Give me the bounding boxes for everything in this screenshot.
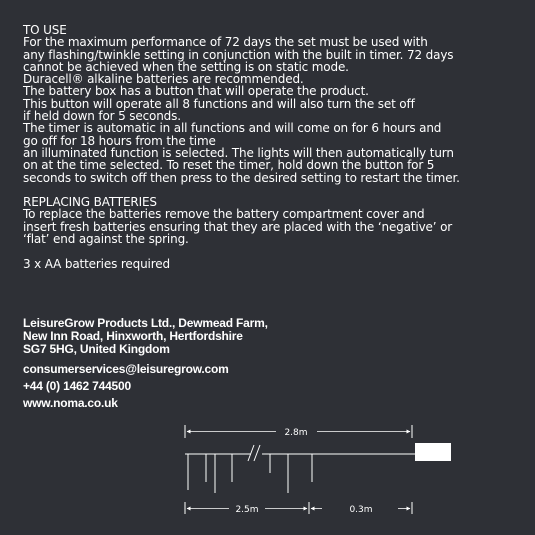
to-use-line: if held down for 5 seconds. (23, 109, 181, 124)
to-use-line: cannot be achieved when the setting is on static mode. (23, 59, 349, 74)
lead-length-label: 0.3m (349, 505, 373, 515)
replacing-heading: REPLACING BATTERIES (23, 195, 157, 210)
to-use-line: The battery box has a button that will operate the product. (23, 84, 369, 99)
contact-website[interactable]: www.noma.co.uk (23, 396, 118, 410)
battery-box (415, 443, 451, 461)
address-line: LeisureGrow Products Ltd., Dewmead Farm, (23, 316, 268, 330)
total-length-label: 2.8m (284, 428, 308, 438)
to-use-line: seconds to switch off then press to the desired setting to restart the timer. (23, 170, 460, 185)
contact-phone: +44 (0) 1462 744500 (23, 379, 131, 393)
to-use-line: any flashing/twinkle setting in conjunction with the built in timer. 72 days (23, 47, 454, 62)
to-use-heading: TO USE (23, 23, 67, 37)
to-use-line: on at the time selected. To reset the timer, hold down the button for 5 (23, 158, 435, 173)
break-mark (254, 445, 260, 461)
to-use-line: This button will operate all 8 functions and will also turn the set off (23, 96, 415, 111)
to-use-line: go off for 18 hours from the time (23, 133, 216, 148)
to-use-line: an illuminated function is selected. The lights will then automatically turn (23, 145, 454, 160)
replacing-line: insert fresh batteries ensuring that they are placed with the ‘negative’ or (23, 219, 453, 234)
to-use-line: Duracell® alkaline batteries are recommended. (23, 72, 304, 87)
lit-length-label: 2.5m (235, 505, 259, 515)
address-line: New Inn Road, Hinxworth, Hertfordshire (23, 329, 243, 344)
to-use-line: The timer is automatic in all functions and will come on for 6 hours and (23, 121, 442, 136)
replacing-line: To replace the batteries remove the battery compartment cover and (23, 207, 425, 222)
replacing-line: ‘flat’ end against the spring. (23, 232, 189, 247)
break-mark (248, 445, 254, 461)
contact-email[interactable]: consumerservices@leisuregrow.com (23, 362, 229, 376)
address-line: SG7 5HG, United Kingdom (23, 342, 170, 357)
to-use-line: For the maximum performance of 72 days the set must be used with (23, 35, 428, 50)
batteries-required: 3 x AA batteries required (23, 256, 170, 271)
